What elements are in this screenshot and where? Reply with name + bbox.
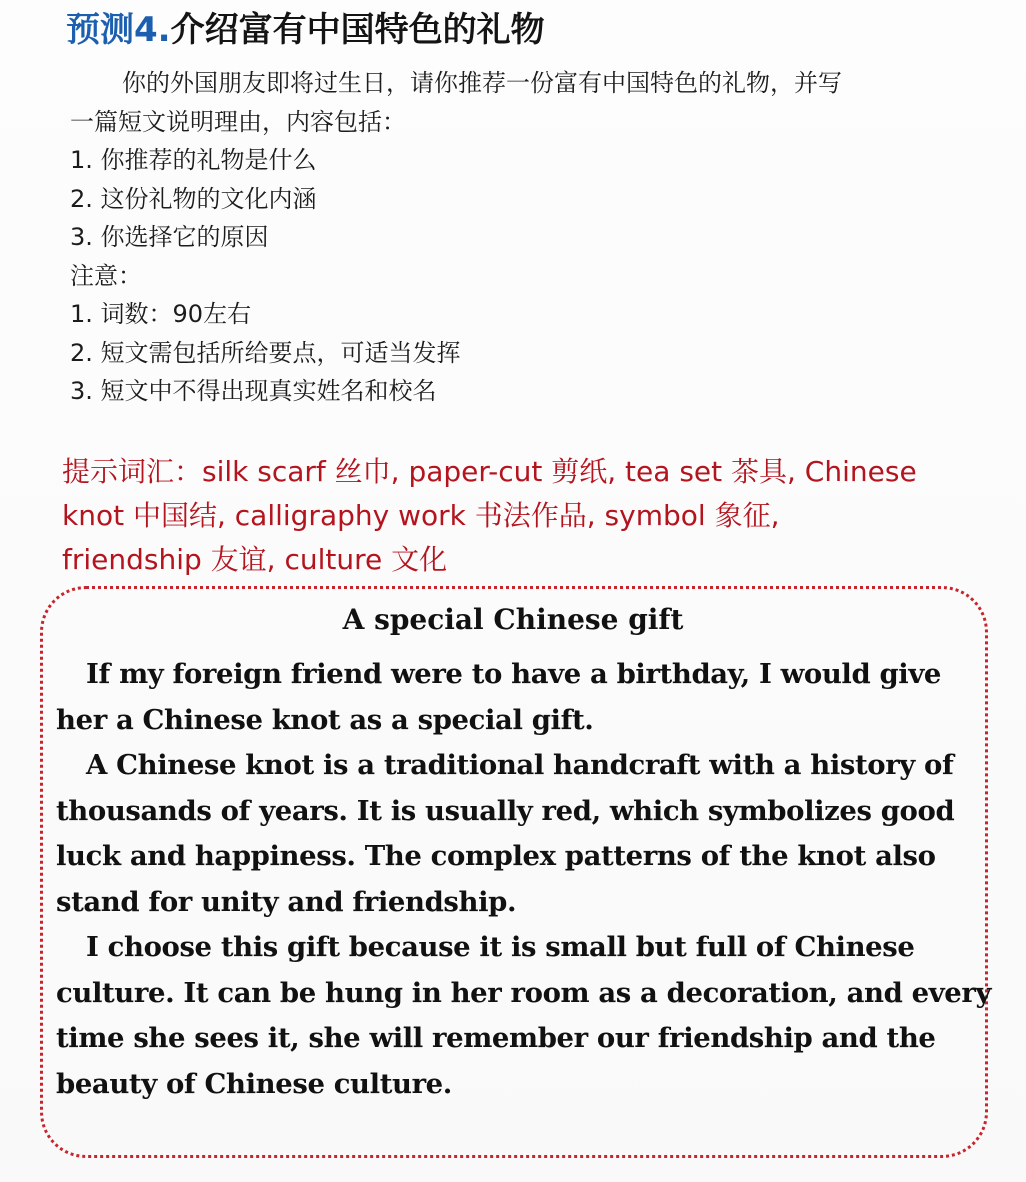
writing-prompt — [70, 64, 970, 411]
note-item: 1. 词数：90左右 — [70, 300, 252, 328]
essay-line: thousands of years. It is usually red, which symbolizes good — [56, 794, 955, 827]
hint-line: knot 中国结, calligraphy work 书法作品, symbol 象征, — [62, 499, 780, 532]
content-item: 3. 你选择它的原因 — [70, 223, 269, 251]
essay-line: stand for unity and friendship. — [56, 885, 517, 918]
hint-line: 提示词汇：silk scarf 丝巾, paper-cut 剪纸, tea set 茶具, Chinese — [62, 455, 917, 488]
essay-line: her a Chinese knot as a special gift. — [56, 703, 594, 736]
essay-line: A Chinese knot is a traditional handcraft with a history of — [86, 749, 954, 781]
vocabulary-hint — [62, 450, 982, 582]
prompt-intro-line: 一篇短文说明理由，内容包括： — [70, 107, 406, 136]
prompt-intro-line: 你的外国朋友即将过生日，请你推荐一份富有中国特色的礼物，并写 — [122, 69, 842, 97]
essay-title: A special Chinese gift — [342, 603, 684, 636]
note-item: 3. 短文中不得出现真实姓名和校名 — [70, 377, 437, 405]
essay-line: luck and happiness. The complex patterns of the knot also — [56, 840, 936, 872]
title-main: 介绍富有中国特色的礼物 — [170, 10, 545, 50]
essay-line: I choose this gift because it is small but full of Chinese — [86, 931, 915, 963]
title-prefix: 预测4. — [66, 10, 171, 50]
essay-line: If my foreign friend were to have a birthday, I would give — [86, 658, 942, 690]
hint-line: friendship 友谊, culture 文化 — [62, 543, 448, 576]
essay-line: time she sees it, she will remember our friendship and the — [56, 1022, 936, 1054]
note-item: 2. 短文需包括所给要点，可适当发挥 — [70, 338, 461, 367]
essay-line: culture. It can be hung in her room as a decoration, and every — [56, 976, 992, 1009]
notes-label: 注意： — [70, 261, 142, 290]
content-item: 2. 这份礼物的文化内涵 — [70, 184, 317, 213]
content-item: 1. 你推荐的礼物是什么 — [70, 146, 317, 174]
essay-line: beauty of Chinese culture. — [56, 1067, 452, 1100]
page-title — [66, 8, 545, 52]
sample-essay — [56, 652, 992, 1107]
